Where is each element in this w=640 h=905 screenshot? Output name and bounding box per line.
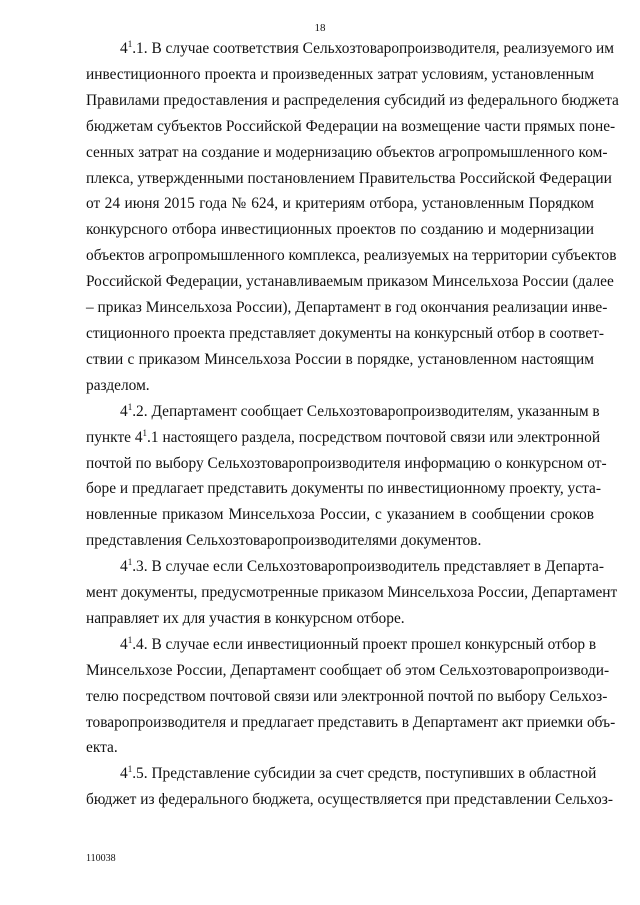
paragraph-4-1-2 [86, 399, 607, 554]
paragraph-line: инвестиционного проекта и произведенных затрат условиям, установленным [86, 65, 594, 83]
clause-number: $4^1.1$. [120, 38, 148, 57]
paragraph-line: почтой по выбору Сельхозтоваропроизводителя информацию о конкурсном от- [86, 454, 607, 472]
paragraph-line: телю посредством почтовой связи или электронной почтой по выбору Сельхоз- [86, 687, 608, 705]
paragraph-line: Российской Федерации, устанавливаемым приказом Минсельхоза России (далее [86, 273, 614, 291]
paragraph-line: $4^1.2$. Департамент сообщает Сельхозтоваропроизводителям, указанным в [120, 401, 600, 420]
paragraph-line: – приказ Минсельхоза России), Департамент в год окончания реализации инве- [86, 299, 608, 317]
paragraph-line: стиционного проекта представляет документы на конкурсный отбор в соответ- [86, 324, 604, 342]
paragraph-line: конкурсного отбора инвестиционных проектов по созданию и модернизации [86, 221, 594, 239]
paragraph-4-1-5 [86, 761, 613, 813]
paragraph-line: сенных затрат на создание и модернизацию объектов агропромышленного ком- [86, 143, 608, 161]
clause-number: $4^1.3$. [120, 557, 148, 576]
paragraph-line: $4^1.5$. Представление субсидии за счет средств, поступивших в областной [120, 764, 597, 783]
paragraph-line: Минсельхозе России, Департамент сообщает об этом Сельхозтоваропроизводи- [86, 661, 610, 679]
paragraph-line: Правилами предоставления и распределения субсидий из федерального бюджета [86, 91, 619, 109]
clause-number: $4^1.2$. [120, 401, 148, 420]
paragraph-4-1-1 [86, 36, 619, 399]
clause-number: $4^1.5$. [120, 764, 148, 783]
paragraph-line: разделом. [86, 376, 150, 394]
paragraph-line: направляет их для участия в конкурсном отборе. [86, 609, 405, 627]
paragraph-line: бюджет из федерального бюджета, осуществляется при представлении Сельхоз- [86, 791, 613, 809]
paragraph-line: екта. [86, 739, 118, 757]
paragraph-line: боре и предлагает представить документы по инвестиционному проекту, уста- [86, 480, 601, 498]
page-number: 18 [314, 22, 326, 34]
paragraph-line: от 24 июня 2015 года № 624, и критериям отбора, установленным Порядком [86, 195, 594, 213]
paragraph-line: бюджетам субъектов Российской Федерации на возмещение части прямых поне- [86, 117, 616, 135]
document-body [86, 36, 619, 813]
paragraph-line: пункте $4^1.1$ настоящего раздела, посредством почтовой связи или электронной [86, 427, 601, 446]
paragraph-line: $4^1.3$. В случае если Сельхозтоваропроизводитель представляет в Департа- [120, 557, 604, 576]
paragraph-4-1-3 [86, 554, 618, 632]
paragraph-line: представления Сельхозтоваропроизводителями документов. [86, 532, 482, 550]
paragraph-line: новленные приказом Минсельхоза России, с указанием в сообщении сроков [86, 506, 594, 524]
paragraph-line: $4^1.1$. В случае соответствия Сельхозтоваропроизводителя, реализуемого им [120, 38, 615, 57]
footer-code: 110038 [86, 853, 116, 864]
paragraph-line: плекса, утвержденными постановлением Правительства Российской Федерации [86, 169, 612, 187]
paragraph-line: мент документы, предусмотренные приказом Минсельхоза России, Департамент [86, 584, 618, 602]
paragraph-4-1-4 [86, 632, 616, 762]
paragraph-line: $4^1.4$. В случае если инвестиционный проект прошел конкурсный отбор в [120, 634, 597, 653]
paragraph-line: ствии с приказом Минсельхоза России в порядке, установленном настоящим [86, 350, 594, 368]
paragraph-line: объектов агропромышленного комплекса, реализуемых на территории субъектов [86, 247, 617, 265]
paragraph-line: товаропроизводителя и предлагает представить в Департамент акт приемки объ- [86, 713, 616, 731]
clause-number: $4^1.4$. [120, 634, 148, 653]
